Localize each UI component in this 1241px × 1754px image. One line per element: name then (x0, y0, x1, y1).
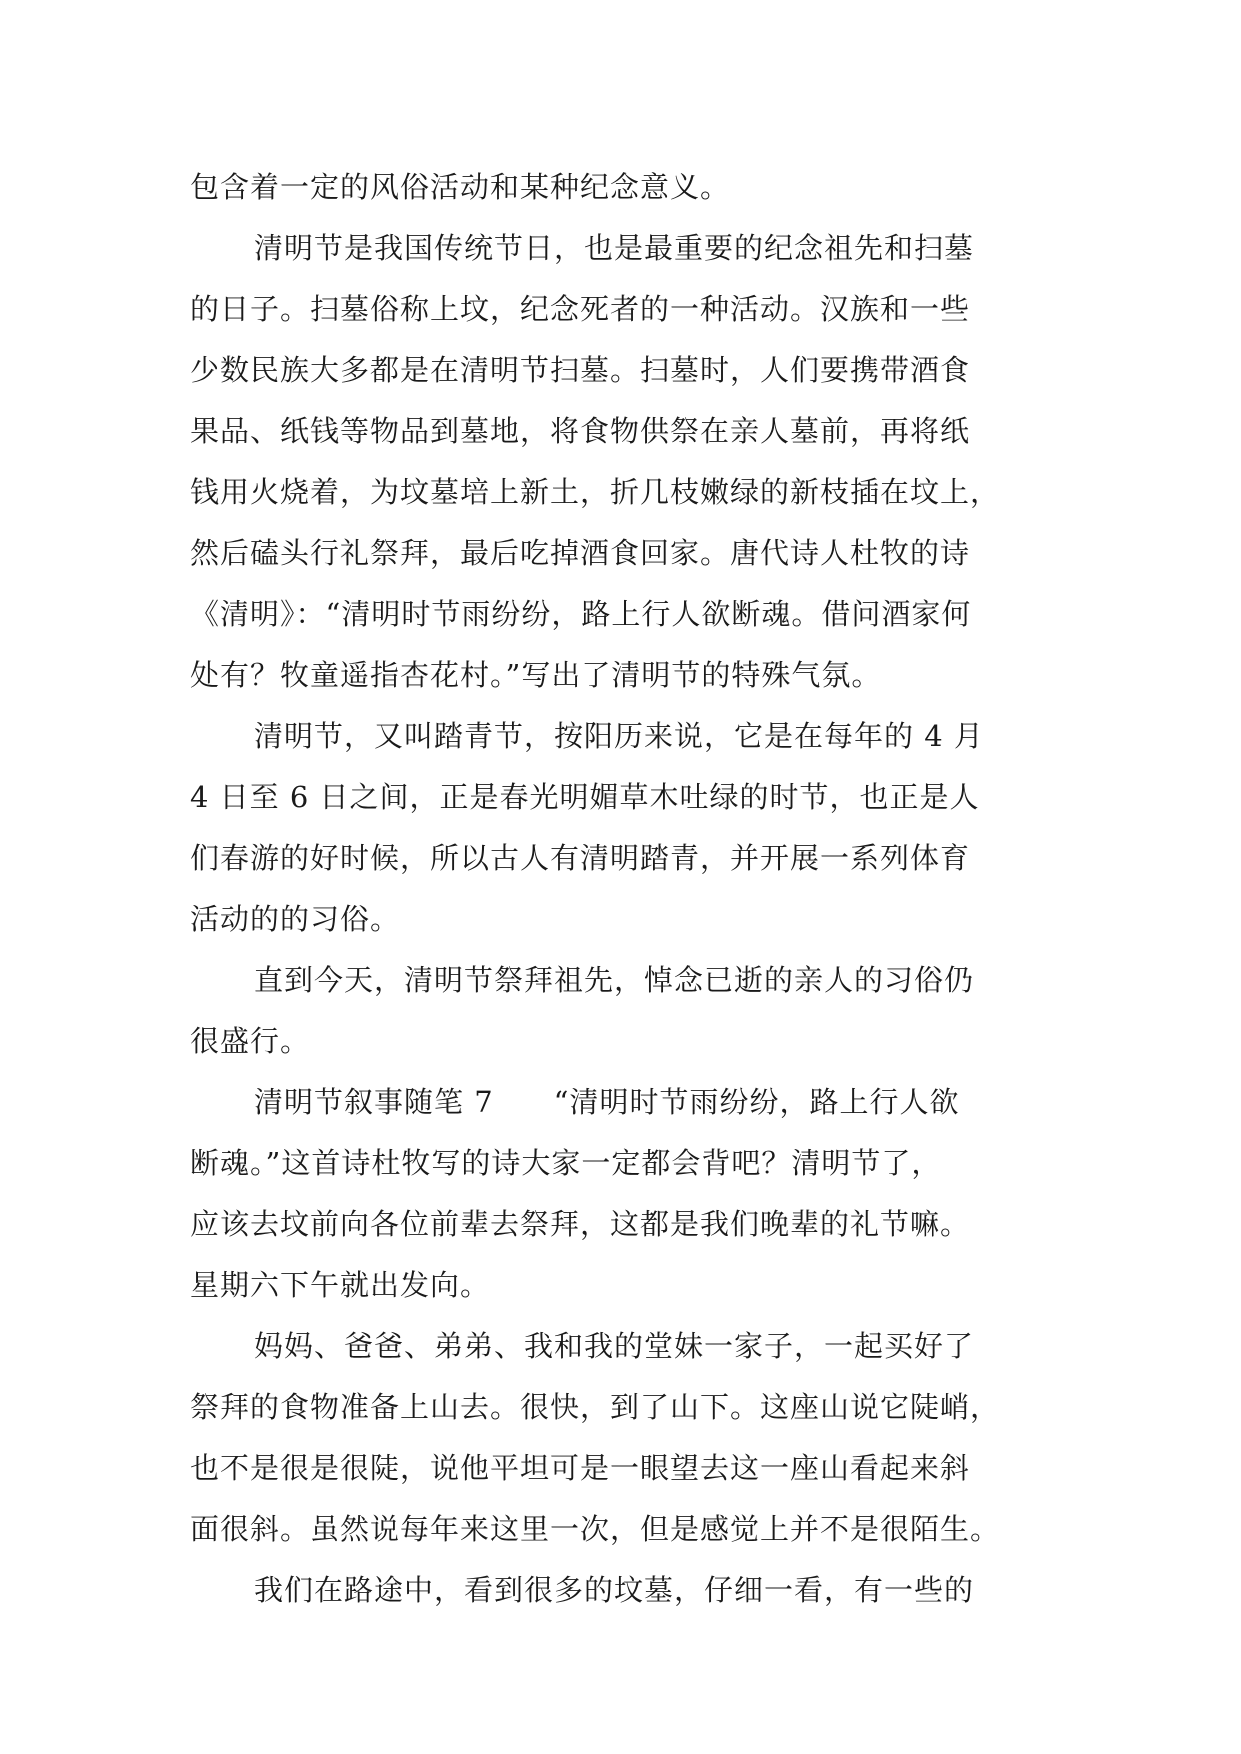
text-line: 活动的的习俗。 (190, 902, 401, 936)
text-line: 的日子。扫墓俗称上坟，纪念死者的一种活动。汉族和一些 (190, 292, 971, 326)
text-line: 钱用火烧着，为坟墓培上新土，折几枝嫩绿的新枝插在坟上， (190, 475, 1001, 509)
text-line: 面很斜。虽然说每年来这里一次，但是感觉上并不是很陌生。 (190, 1512, 1001, 1546)
text-line: 然后磕头行礼祭拜，最后吃掉酒食回家。唐代诗人杜牧的诗 (190, 536, 971, 570)
text-line: 包含着一定的风俗活动和某种纪念意义。 (190, 170, 731, 204)
text-line: 少数民族大多都是在清明节扫墓。扫墓时，人们要携带酒食 (190, 353, 971, 387)
text-line: 清明节，又叫踏青节，按阳历来说，它是在每年的 4 月 (254, 719, 984, 753)
text-line: 也不是很是很陡，说他平坦可是一眼望去这一座山看起来斜 (190, 1451, 971, 1485)
text-line: 妈妈、爸爸、弟弟、我和我的堂妹一家子，一起买好了 (254, 1329, 975, 1363)
text-line: 们春游的好时候，所以古人有清明踏青，并开展一系列体育 (190, 841, 971, 875)
text-line: 祭拜的食物准备上山去。很快，到了山下。这座山说它陡峭， (190, 1390, 1001, 1424)
document-body (190, 157, 1060, 1621)
text-line: 断魂。”这首诗杜牧写的诗大家一定都会背吧？清明节了， (190, 1146, 942, 1180)
text-line: 果品、纸钱等物品到墓地，将食物供祭在亲人墓前，再将纸 (190, 414, 971, 448)
text-line: 清明节是我国传统节日，也是最重要的纪念祖先和扫墓 (254, 231, 975, 265)
text-line: 处有？牧童遥指杏花村。”写出了清明节的特殊气氛。 (190, 658, 882, 692)
text-line: 《清明》：“清明时节雨纷纷，路上行人欲断魂。借问酒家何 (190, 597, 972, 631)
text-line: 直到今天，清明节祭拜祖先，悼念已逝的亲人的习俗仍 (254, 963, 975, 997)
text-line: 4 日至 6 日之间，正是春光明媚草木吐绿的时节，也正是人 (190, 780, 980, 814)
text-line: 清明节叙事随笔 7 “清明时节雨纷纷，路上行人欲 (254, 1085, 960, 1119)
text-line: 很盛行。 (190, 1024, 311, 1058)
text-line: 星期六下午就出发向。 (190, 1268, 491, 1302)
text-line: 我们在路途中，看到很多的坟墓，仔细一看，有一些的 (254, 1573, 975, 1607)
text-line: 应该去坟前向各位前辈去祭拜，这都是我们晚辈的礼节嘛。 (190, 1207, 971, 1241)
